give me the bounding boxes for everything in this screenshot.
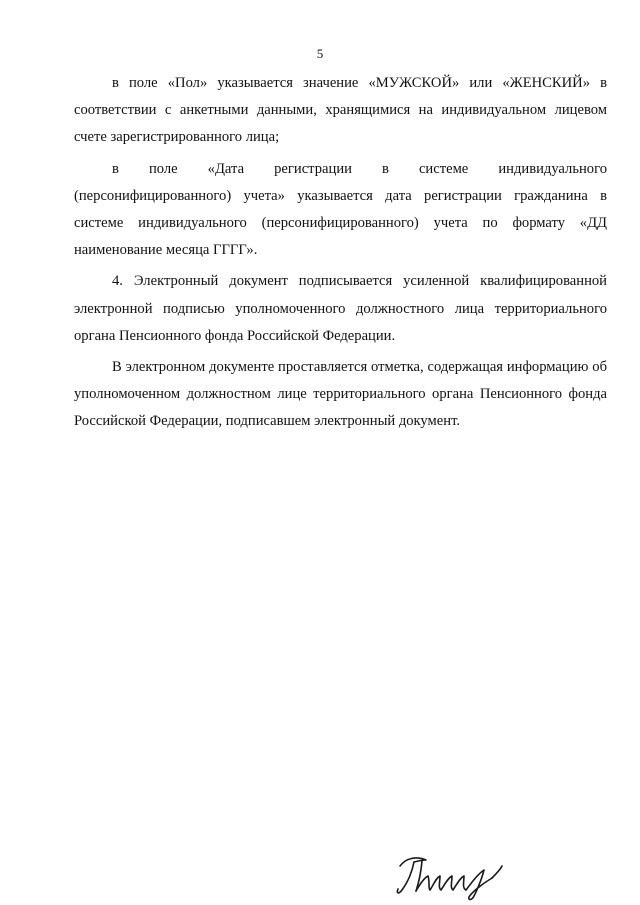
paragraph-signer-mark: В электронном документе проставляется отметка, содержащая информацию об уполномоченном должностном лице территориального органа Пенсионного фонда Российской Федерации, подписавшем электронный документ. — [74, 359, 607, 430]
page-number: 5 — [316, 46, 324, 61]
paragraph-registration-date-field: в поле «Дата регистрации в системе индивидуального (персонифицированного) учета» указывается дата регистрации гражданина в системе индивидуального (персонифицированного) учета по формату «ДД наименование месяца ГГГГ». — [74, 160, 607, 259]
paragraph-electronic-signature: 4. Электронный документ подписывается усиленной квалифицированной электронной подписью уполномоченного должностного лица территориального органа Пенсионного фонда Российской Федерации. — [74, 273, 607, 344]
paragraph-gender-field: в поле «Пол» указывается значение «МУЖСКОЙ» или «ЖЕНСКИЙ» в соответствии с анкетными данными, хранящимися на индивидуальном лицевом счете зарегистрированного лица; — [74, 75, 607, 146]
document-body — [74, 70, 607, 440]
handwritten-signature-icon — [392, 848, 504, 902]
